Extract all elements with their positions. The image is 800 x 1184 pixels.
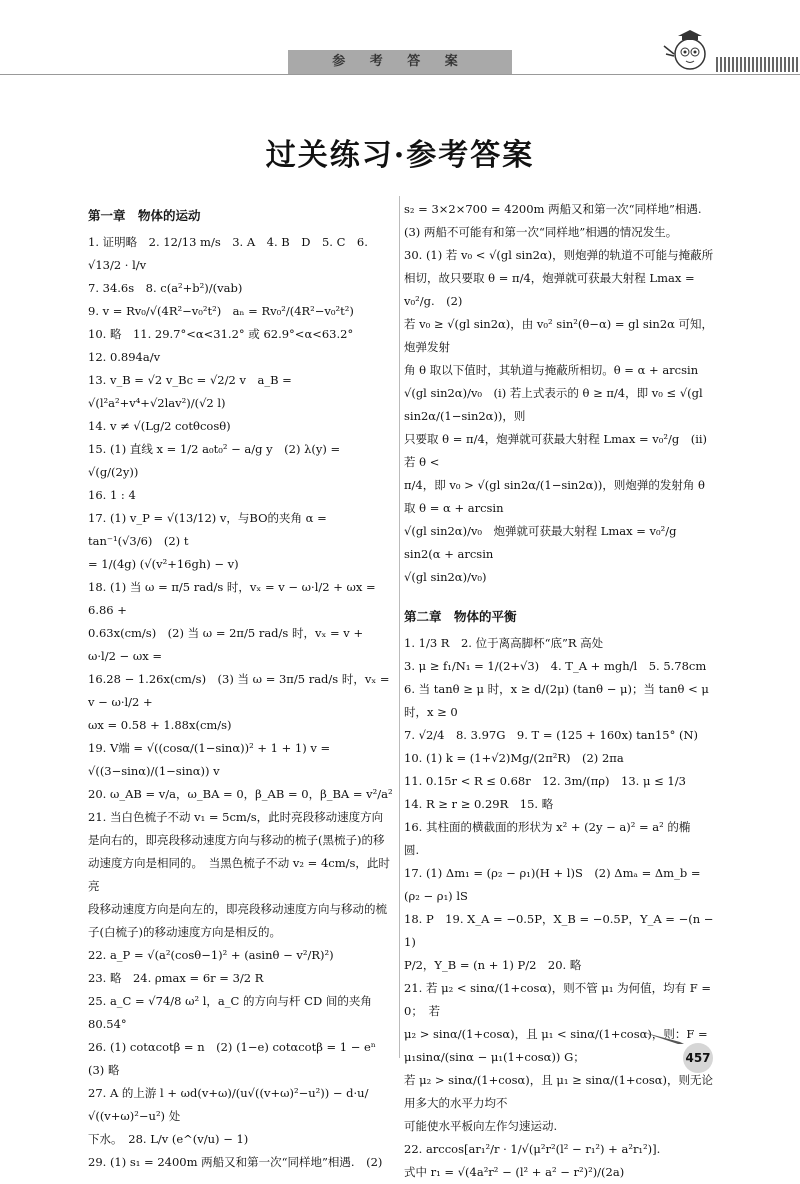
section-gap (404, 589, 714, 599)
answer-line: 25. a_C = √74/8 ω² l，a_C 的方向与杆 CD 间的夹角 80.54° (88, 994, 372, 1031)
answer-line: 18. P 19. X_A = −0.5P，X_B = −0.5P，Y_A = −(n − 1) (404, 912, 714, 949)
answer-line: 16.28 − 1.26x(cm/s) (3) 当 ω = 3π/5 rad/s 时，vₓ = v − ω·l/2 + (88, 672, 390, 709)
answer-line: (3) 两船不可能有和第一次“同样地”相遇的情况发生。 (404, 225, 678, 239)
answer-line: 可能使水平板向左作匀速运动. (404, 1119, 558, 1133)
header-barcode-decoration (716, 57, 800, 72)
answer-line: μ₂ > sinα/(1+cosα)，且 μ₁ < sinα/(1+cosα)，则：F = μ₁sinα/(sinα − μ₁(1+cosα)) G； (404, 1027, 708, 1064)
answer-line: ωx = 0.58 + 1.88x(cm/s) (88, 718, 232, 732)
answer-line: 10. (1) k = (1+√2)Mg/(2π²R) (2) 2πa (404, 751, 624, 765)
answer-line: 26. (1) cotαcotβ = n (2) (1−e) cotαcotβ = 1 − eⁿ (3) 略 (88, 1040, 388, 1077)
answer-line: 16. 其柱面的横截面的形状为 x² + (2y − a)² = a² 的椭 (404, 820, 691, 834)
answer-line: 29. (1) s₁ = 2400m 两船又和第一次“同样地”相遇. (2) (88, 1155, 383, 1169)
answer-line: 16. 1 : 4 (88, 488, 136, 502)
answer-line: 段移动速度方向是向左的，即亮段移动速度方向与移动的梳 (88, 902, 387, 916)
answer-line: 11. 0.15r < R ≤ 0.68r 12. 3m/(πρ) 13. μ ≤ 1/3 (404, 774, 686, 788)
answer-line: 只要取 θ = π/4，炮弹就可获最大射程 Lmax = v₀²/g (ii) 若 θ < (404, 432, 708, 469)
answer-line: 27. A 的上游 l + ωd(v+ω)/(u√((v+ω)²−u²)) − d·u/√((v+ω)²−u²) 处 (88, 1086, 369, 1123)
header-rule (0, 74, 800, 75)
answer-line: 17. (1) Δm₁ = (ρ₂ − ρ₁)(H + l)S (2) Δmₐ = Δm_b = (ρ₂ − ρ₁) lS (404, 866, 701, 903)
answer-line: 6. 当 tanθ ≥ μ 时，x ≥ d/(2μ) (tanθ − μ)；当 tanθ < μ 时，x ≥ 0 (404, 682, 709, 719)
page-number: 457 (683, 1043, 713, 1073)
page-title: 过关练习·参考答案 (265, 138, 535, 173)
answer-line: 15. (1) 直线 x = 1/2 a₀t₀² − a/g y (2) λ(y) = √(g/(2y)) (88, 442, 341, 479)
answer-line: 18. (1) 当 ω = π/5 rad/s 时，vₓ = v − ω·l/2 + ωx = 6.86 + (88, 580, 376, 617)
answer-line: 23. 略 24. ρmax = 6r = 3/2 R (88, 971, 264, 985)
answer-line: 10. 略 11. 29.7°<α<31.2° 或 62.9°<α<63.2° (88, 327, 354, 341)
answer-line: π/4，即 v₀ > √(gl sin2α/(1−sin2α))，则炮弹的发射角 θ 取 θ = α + arcsin (404, 478, 705, 515)
section-heading: 第一章 物体的运动 (88, 208, 201, 223)
column-divider (399, 196, 400, 1058)
pen-icon (640, 1030, 686, 1046)
answer-line: 13. v_B = √2 v_Bc = √2/2 v a_B = √(l²a²+v⁴+√2lav²)/(√2 l) (88, 373, 292, 410)
answer-line: 22. a_P = √(a²(cosθ−1)² + (asinθ − v²/R)²) (88, 948, 334, 962)
answer-line: 是向右的，即亮段移动速度方向与移动的梳子(黑梳子)的移 (88, 833, 385, 847)
answer-line: √(gl sin2α)/v₀ 炮弹就可获最大射程 Lmax = v₀²/g sin2(α + arcsin (404, 524, 677, 561)
header-label: 参 考 答 案 (332, 54, 468, 69)
answer-line: 21. 若 μ₂ < sinα/(1+cosα)，则不管 μ₁ 为何值，均有 F = 0； 若 (404, 981, 712, 1018)
answer-line: 14. v ≠ √(Lg/2 cotθcosθ) (88, 419, 231, 433)
left-column (88, 198, 394, 1174)
answer-line: 20. ω_AB = v/a，ω_BA = 0，β_AB = 0，β_BA = v²/a² (88, 787, 393, 801)
answer-line: 3. μ ≥ f₁/N₁ = 1/(2+√3) 4. T_A + mgh/l 5. 5.78cm (404, 659, 707, 673)
answer-line: 21. 当白色梳子不动 v₁ = 5cm/s，此时亮段移动速度方向 (88, 810, 384, 824)
answer-line: 相切，故只要取 θ = π/4，炮弹就可获最大射程 Lmax = v₀²/g. (2) (404, 271, 695, 308)
answer-line: √(gl sin2α)/v₀) (404, 570, 487, 584)
answer-line: 12. 0.894a/v (88, 350, 161, 364)
section-heading: 第二章 物体的平衡 (404, 609, 517, 624)
answer-line: 0.63x(cm/s) (2) 当 ω = 2π/5 rad/s 时，vₓ = v + ω·l/2 − ωx = (88, 626, 364, 663)
answer-line: 下水。 28. L/v (e^(v/u) − 1) (88, 1132, 249, 1146)
answer-line: 19. V端 = √((cosα/(1−sinα))² + 1 + 1) v = √((3−sinα)/(1−sinα)) v (88, 741, 331, 778)
answer-line: √(gl sin2α)/v₀ (i) 若上式表示的 θ ≥ π/4，即 v₀ ≤ √(gl sin2α/(1−sin2α))，则 (404, 386, 703, 423)
answer-line: s₂ = 3×2×700 = 4200m 两船又和第一次“同样地”相遇. (404, 202, 702, 216)
answer-line: 1. 证明略 2. 12/13 m/s 3. A 4. B D 5. C 6. √13/2 · l/v (88, 235, 368, 272)
answer-line: 7. √2/4 8. 3.97G 9. T = (125 + 160x) tan15° (N) (404, 728, 699, 742)
answer-line: 14. R ≥ r ≥ 0.29R 15. 略 (404, 797, 554, 811)
answer-line: 17. (1) v_P = √(13/12) v，与BO的夹角 α = tan⁻¹(√3/6) (2) t (88, 511, 327, 548)
answer-line: 动速度方向是相同的。 当黑色梳子不动 v₂ = 4cm/s，此时亮 (88, 856, 390, 893)
answer-line: 7. 34.6s 8. c(a²+b²)/(vab) (88, 281, 243, 295)
answer-line: 子(白梳子)的移动速度方向是相反的。 (88, 925, 281, 939)
answer-line: 22. arccos[ar₁²/r · 1/√(μ²r²(l² − r₁²) + a²r₁²)]. (404, 1142, 661, 1156)
answer-line: 若 μ₂ > sinα/(1+cosα)，且 μ₁ ≥ sinα/(1+cosα)，则无论用多大的水平力均不 (404, 1073, 714, 1110)
answer-line: 9. v = Rv₀/√(4R²−v₀²t²) aₙ = Rv₀²/(4R²−v₀²t²) (88, 304, 354, 318)
answer-line: 圆. (404, 843, 420, 857)
answer-line: 1. 1/3 R 2. 位于离高脚杯“底”R 高处 (404, 636, 604, 650)
answer-line: 30. (1) 若 v₀ < √(gl sin2α)，则炮弹的轨道不可能与掩蔽所 (404, 248, 714, 262)
answer-line: 角 θ 取以下值时，其轨道与掩蔽所相切。θ = α + arcsin (404, 363, 699, 377)
answer-line: 若 v₀ ≥ √(gl sin2α)，由 v₀² sin²(θ−α) = gl sin2α 可知，炮弹发射 (404, 317, 714, 354)
answer-line: = 1/(4g) (√(v²+16gh) − v) (88, 557, 239, 571)
answer-line: 式中 r₁ = √(4a²r² − (l² + a² − r²)²)/(2a) (404, 1165, 625, 1179)
answer-line: P/2，Y_B = (n + 1) P/2 20. 略 (404, 958, 582, 972)
student-mascot-icon (660, 24, 716, 74)
